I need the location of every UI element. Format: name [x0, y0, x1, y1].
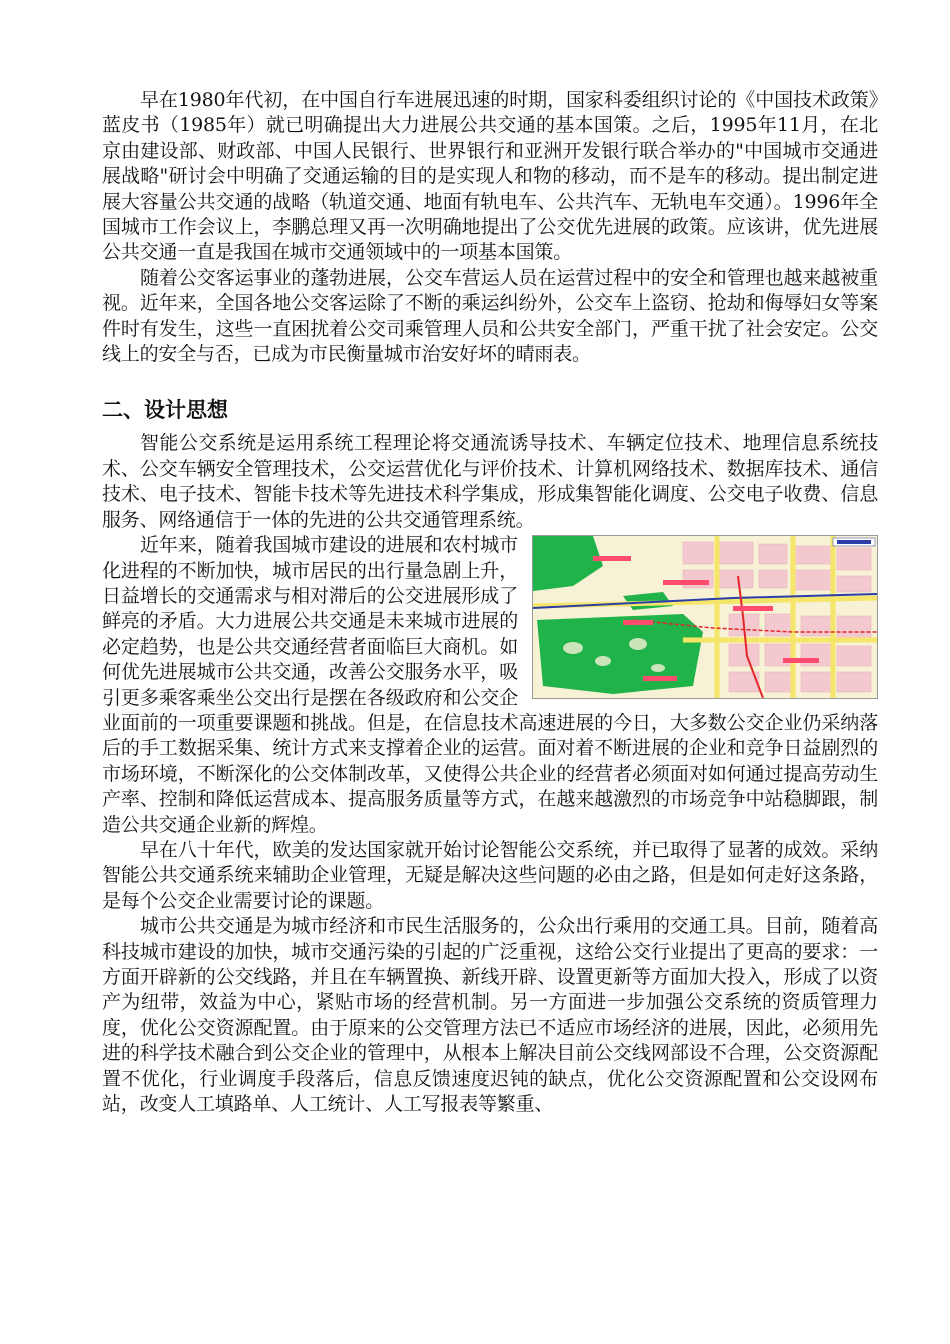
paragraph-4: 近年来，随着我国城市建设的进展和农村城市化进程的不断加快，城市居民的出行量急剧上升，日益增长的交通需求与相对滞后的公交进展形成了鲜亮的矛盾。大力进展公共交通是未来城市进展的必定趋势，也是公共交通经营者面临巨大商机。如何优先进展城市公共交通，改善公交服务水平，吸引更多乘客乘坐公交出行是摆在各级政府和公交企业面前的一项重要课题和挑战。但是，在信息技术高速进展的今日，大多数公交企业仍采纳落后的手工数据采集、统计方式来支撑着企业的运营。面对着不断进展的企业和竞争日益剧烈的市场环境，不断深化的公交体制改革，又使得公共企业的经营者必须面对如何通过提高劳动生产率、控制和降低运营成本、提高服务质量等方式，在越来越激烈的市场竞争中站稳脚跟，制造公共交通企业新的辉煌。 — [102, 534, 878, 836]
city-map-graphic — [533, 536, 877, 698]
document-page — [102, 88, 878, 1117]
section-heading: 二、设计思想 — [102, 398, 228, 423]
paragraph-6: 城市公共交通是为城市经济和市民生活服务的，公众出行乘用的交通工具。目前，随着高科技城市建设的加快，城市交通污染的引起的广泛重视，这给公交行业提出了更高的要求：一方面开辟新的公交线路，并且在车辆置换、新线开辟、设置更新等方面加大投入，形成了以资产为纽带，效益为中心，紧贴市场的经营机制。另一方面进一步加强公交系统的资质管理力度，优化公交资源配置。由于原来的公交管理方法已不适应市场经济的进展，因此，必须用先进的科学技术融合到公交企业的管理中，从根本上解决目前公交线网部设不合理，公交资源配置不优化，行业调度手段落后，信息反馈速度迟钝的缺点，优化公交资源配置和公交设网布站，改变人工填路单、人工统计、人工写报表等繁重、 — [102, 915, 878, 1116]
paragraph-1: 早在1980年代初，在中国自行车进展迅速的时期，国家科委组织讨论的《中国技术政策》蓝皮书（1985年）就已明确提出大力进展公共交通的基本国策。之后，1995年11月，在北京由建设部、财政部、中国人民银行、世界银行和亚洲开发银行联合举办的"中国城市交通进展战略"研讨会中明确了交通运输的目的是实现人和物的移动，而不是车的移动。提出制定进展大容量公共交通的战略（轨道交通、地面有轨电车、公共汽车、无轨电车交通）。1996年全国城市工作会议上，李鹏总理又再一次明确地提出了公交优先进展的政策。应该讲，优先进展公共交通一直是我国在城市交通领域中的一项基本国策。 — [102, 89, 878, 264]
paragraph-2: 随着公交客运事业的蓬勃进展，公交车营运人员在运营过程中的安全和管理也越来越被重视。近年来，全国各地公交客运除了不断的乘运纠纷外，公交车上盗窃、抢劫和侮辱妇女等案件时有发生，这些一直困扰着公交司乘管理人员和公共安全部门，严重干扰了社会安定。公交线上的安全与否，已成为市民衡量城市治安好坏的晴雨表。 — [102, 266, 878, 366]
city-map-image — [532, 535, 878, 699]
paragraph-3: 智能公交系统是运用系统工程理论将交通流诱导技术、车辆定位技术、地理信息系统技术、公交车辆安全管理技术，公交运营优化与评价技术、计算机网络技术、数据库技术、通信技术、电子技术、智能卡技术等先进技术科学集成，形成集智能化调度、公交电子收费、信息服务、网络通信于一体的先进的公共交通管理系统。 — [102, 432, 878, 531]
paragraph-5: 早在八十年代，欧美的发达国家就开始讨论智能公交系统，并已取得了显著的成效。采纳智能公共交通系统来辅助企业管理，无疑是解决这些问题的必由之路，但是如何走好这条路，是每个公交企业需要讨论的课题。 — [102, 838, 878, 912]
